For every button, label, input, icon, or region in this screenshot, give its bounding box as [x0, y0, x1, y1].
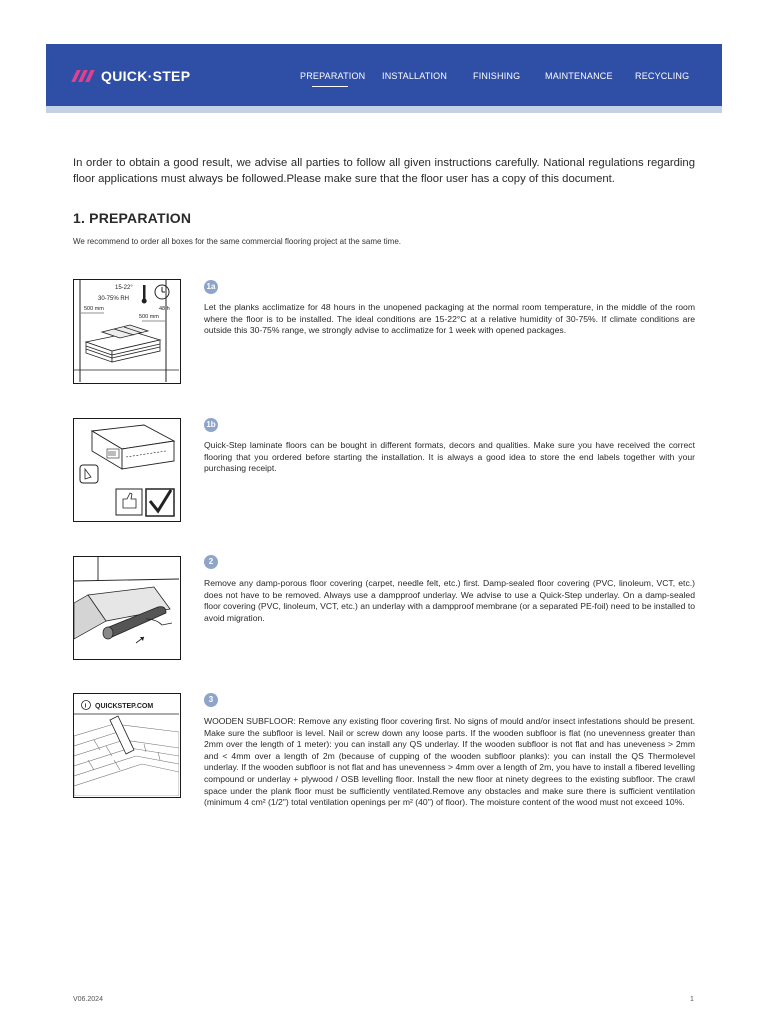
- nav-installation[interactable]: INSTALLATION: [382, 71, 448, 81]
- step-1a-badge: 1a: [204, 280, 218, 294]
- quickstep-link[interactable]: QUICKSTEP.COM: [95, 703, 154, 710]
- box-label-illustration: [74, 419, 179, 520]
- svg-text:500 mm: 500 mm: [139, 314, 159, 320]
- thumbs-up-icon: [116, 489, 142, 515]
- step-3-illustration: [73, 693, 181, 798]
- step-1b-illustration: [73, 418, 181, 522]
- nav-maintenance[interactable]: MAINTENANCE: [545, 71, 613, 81]
- svg-text:500 mm: 500 mm: [84, 306, 104, 312]
- nav-preparation[interactable]: PREPARATION: [300, 71, 366, 81]
- svg-text:48 h: 48 h: [159, 306, 170, 312]
- svg-text:30-75% RH: 30-75% RH: [98, 296, 130, 302]
- remove-carpet-illustration: [74, 557, 179, 658]
- step-2-text: Remove any damp-porous floor covering (carpet, needle felt, etc.) first. Damp-sealed floor covering (PVC, linoleum, VCT, etc.) does not have to be removed. Always use a dampproof underlay. We advise to use a Quick-Step underlay. On a damp-sealed floor covering (PVC, linoleum, VCT, etc.) an underlay with a dampproof membrane (or a separated PE-foil) need to be installed to avoid migration.: [204, 578, 695, 623]
- footer-version: V06.2024: [73, 996, 103, 1003]
- header-strip: [46, 106, 722, 113]
- main-nav: [46, 44, 722, 106]
- nav-recycling[interactable]: RECYCLING: [635, 71, 690, 81]
- svg-text:i: i: [84, 703, 87, 710]
- section-title: 1. PREPARATION: [73, 210, 192, 226]
- step-3-text: WOODEN SUBFLOOR: Remove any existing floor covering first. No signs of mould and/or insect infestations should be present. Make sure the subfloor is level. Nail or screw down any loose parts. If the wooden subfloor is flat (no unevenness greater than 2mm over the length of 1 meter): you can install any QS underlay. If the wooden subfloor is not flat and has uneveness > 2mm and < 4mm over a length of 2m (because of cupping of the wooden subfloor planks): you can install the QS Thermolevel underlay. If the wooden subfloor is not flat and has unevenness > 4mm over a length of 2m, you have to install a fibered levelling compound or underlay + plywood / OSB levelling floor. Install the new floor at ninety degrees to the existing subfloor. The crawl space under the plank floor must be sufficiently ventilated.Remove any obstacles and make sure there is sufficient ventilation (minimum 4 cm² (1/2") total ventilation openings per m² (40") of floor). The moisture content of the wood must not exceed 10%.: [204, 716, 695, 808]
- step-2-illustration: [73, 556, 181, 660]
- acclimatize-boxes-illustration: [74, 280, 179, 382]
- nav-finishing[interactable]: FINISHING: [473, 71, 521, 81]
- step-1a-text: Let the planks acclimatize for 48 hours in the unopened packaging at the normal room temperature, in the middle of the room where the floor is to be installed. The ideal conditions are 15-22°C at a relative humidity of 30-75%. If climate conditions are outside this 30-75% range, we strongly advise to acclimatize for 1 week with opened packages.: [204, 302, 695, 336]
- step-3-badge: 3: [204, 693, 218, 707]
- step-1a-illustration: [73, 279, 181, 384]
- logo-text: QUICK·STEP: [101, 68, 191, 84]
- footer-page-number: 1: [690, 996, 694, 1003]
- step-1b-badge: 1b: [204, 418, 218, 432]
- intro-paragraph: In order to obtain a good result, we advise all parties to follow all given instructions carefully. National regulations regarding floor applications must always be followed.Please make sure that the floor user has a copy of this document.: [73, 157, 695, 185]
- header-bar: [46, 44, 722, 106]
- step-2-badge: 2: [204, 555, 218, 569]
- wooden-subfloor-illustration: [74, 694, 179, 796]
- section-subtitle: We recommend to order all boxes for the same commercial flooring project at the same time.: [73, 237, 401, 246]
- svg-text:15-22°: 15-22°: [115, 285, 133, 291]
- nav-active-underline: [312, 86, 348, 87]
- step-1b-text: Quick-Step laminate floors can be bought in different formats, decors and qualities. Make sure you have received the correct flooring that you ordered before starting the installation. It is always a good idea to store the end labels together with your purchasing receipt.: [204, 440, 695, 474]
